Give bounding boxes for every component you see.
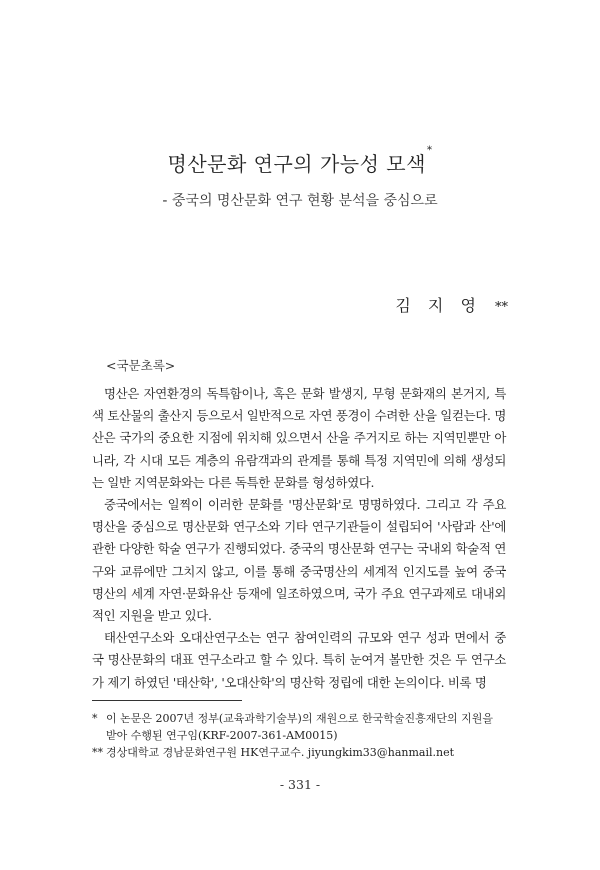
abstract-body: [92, 383, 506, 694]
abstract-paragraph-3: 태산연구소와 오대산연구소는 연구 참여인력의 규모와 연구 성과 면에서 중국 명산문화의 대표 연구소라고 할 수 있다. 특히 눈여겨 볼만한 것은 두 연구소가 제기 하였던 '태산학', '오대산학'의 명산학 정립에 대한 논의이다. 비록 명: [92, 630, 506, 690]
footnote-divider: [92, 700, 242, 701]
page-number: - 331 -: [279, 777, 321, 792]
author-footnote-mark: **: [495, 300, 508, 315]
paper-title: [0, 145, 600, 177]
footnote-2-mark: **: [92, 746, 103, 759]
footnote-1-mark: *: [92, 712, 98, 725]
author-name: 김 지 영: [395, 296, 482, 315]
title-text: 명산문화 연구의 가능성 모색: [167, 152, 426, 176]
title-footnote-mark: *: [426, 145, 433, 156]
footnote-1-text: 이 논문은 2007년 정부(교육과학기술부)의 재원으로 한국학술진흥재단의 지원을 받아 수행된 연구임(KRF-2007-361-AM0015): [106, 712, 493, 742]
paper-subtitle: - 중국의 명산문화 연구 현황 분석을 중심으로: [162, 193, 438, 209]
author-line: [395, 293, 508, 316]
abstract-paragraph-1: 명산은 자연환경의 독특함이나, 혹은 문화 발생지, 무형 문화재의 본거지, 특색 토산물의 출산지 등으로서 일반적으로 자연 풍경이 수려한 산을 일컫는다. 명산은 국가의 중요한 지점에 위치해 있으면서 산을 주거지로 하는 지역민뿐만 아니라, 각 시대 모든 계층의 유람객과의 관계를 통해 특정 지역민에 의해 생성되는 일반 지역문화와는 다른 독특한 문화를 형성하였다.: [92, 386, 506, 490]
footnote-2-text: 경상대학교 경남문화연구원 HK연구교수. jiyungkim33@hanmail.net: [106, 746, 455, 759]
abstract-paragraph-2: 중국에서는 일찍이 이러한 문화를 '명산문화'로 명명하였다. 그리고 각 주요 명산을 중심으로 명산문화 연구소와 기타 연구기관들이 설립되어 '사람과 산'에 관한 다양한 학술 연구가 진행되었다. 중국의 명산문화 연구는 국내외 학술적 연구와 교류에만 그치지 않고, 이를 통해 중국명산의 세계적 인지도를 높여 중국 명산의 세계 자연·문화유산 등재에 일조하였으며, 국가 주요 연구과제로 대내외적인 지원을 받고 있다.: [92, 497, 506, 624]
footnote-1: [92, 710, 506, 744]
footnotes: [92, 710, 506, 761]
footnote-2: [92, 744, 506, 761]
abstract-label: <국문초록>: [106, 358, 176, 373]
